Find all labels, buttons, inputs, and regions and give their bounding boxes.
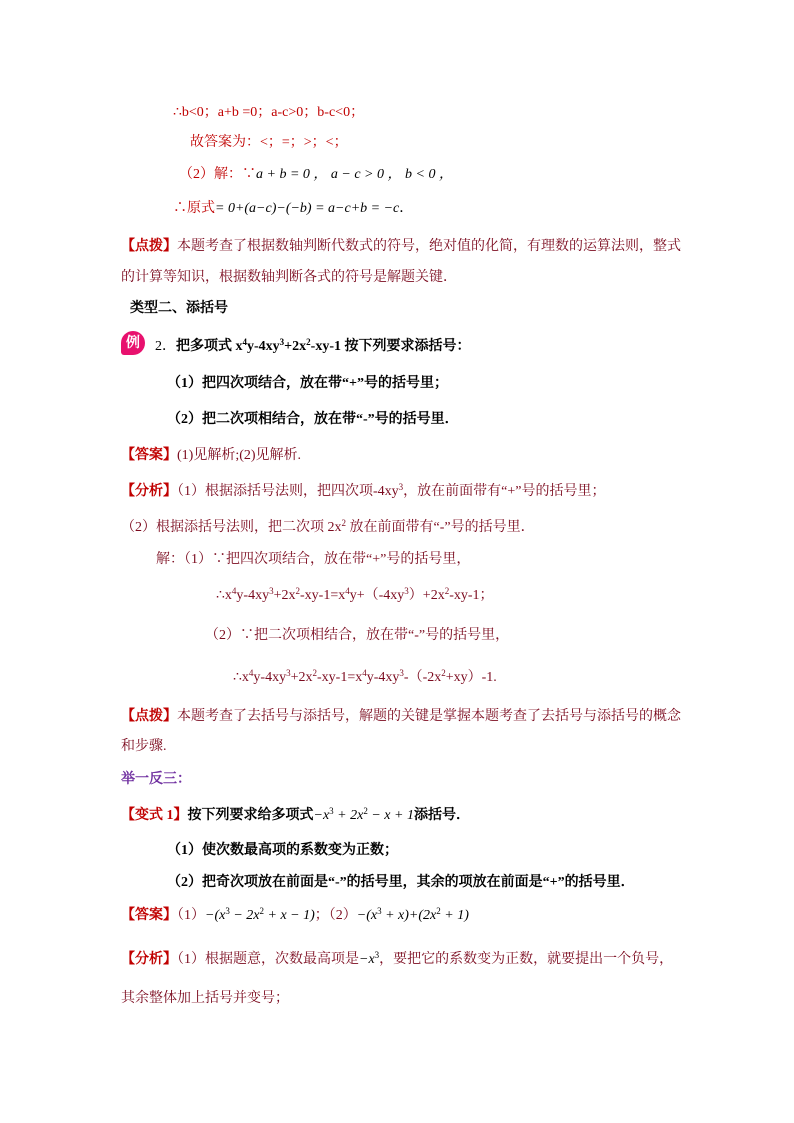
tip-1-text-a: 本题考查了根据数轴判断代数式的符号，绝对值的化简，有理数的运算法则，整式 [177,239,681,254]
answer-line [121,446,301,466]
juyi-heading: 举一反三： [121,772,191,787]
variant-1-tag: 【变式 1】 [121,808,188,823]
tip-1-line-b: 的计算等知识，根据数轴判断各式的符号是解题关键． [121,270,457,285]
variant-analysis-a1: （1）根据题意，次数最高项是 [177,952,359,967]
solution-eq-2: $\therefore x^4y-4xy^3+2x^2-xy-1=x^4y-4xy^3-(-2x^2+xy)-1$. [233,668,497,685]
tip-1-tag: 【点拨】 [121,239,177,254]
original-end: ． [399,201,414,216]
original-math: = 0+(a−c)−(−b) = a−c+b = −c [215,201,400,216]
variant-answer-tag: 【答案】 [121,908,177,923]
variant-analysis-tag: 【分析】 [121,952,177,967]
line-b-relations: ∴b<0；a+b =0；a-c>0；b-c<0； [173,105,365,120]
tip-2-text-a: 本题考查了去括号与添括号，解题的关键是掌握本题考查了去括号与添括号的概念 [177,709,681,724]
tip-2-line-b: 和步骤. [121,739,167,754]
variant-answer-1-math: $-(x^3 - 2x^2 + x - 1)$ [205,906,315,923]
variant-analysis-a2: ，要把它的系数变为正数，就要提出一个负号， [379,952,674,967]
variant-1-math: $-x^3 + 2x^2 - x + 1$ [313,806,414,823]
solution-head-2: （2）∵把二次项相结合，放在带“-”号的括号里， [205,628,510,643]
analysis-line-1 [121,482,606,502]
variant-analysis-math: $-x^3$ [359,950,380,967]
tip-2-line-a [121,707,681,727]
answer-tag: 【答案】 [121,448,177,463]
variant-1-text-post: 添括号． [413,808,470,823]
analysis-text-1: （1）根据添括号法则，把四次项$-4xy^3$，放在前面带有“+”号的括号里； [177,482,606,499]
solution-head-1: 解：（1）∵把四次项结合，放在带“+”号的括号里， [156,552,471,567]
variant-analysis-line-1 [121,950,673,970]
solution-eq-1: $\therefore x^4y-4xy^3+2x^2-xy-1=x^4y+(-4xy^3)+2x^2-xy-1$； [216,586,494,603]
line-original-expression [173,199,413,219]
variant-answer-1-label: （1） [177,908,205,923]
variant-analysis-line-2: 其余整体加上括号并变号； [121,991,289,1006]
analysis-line-2: （2）根据添括号法则，把二次项 $2x^2$ 放在前面带有“-”号的括号里． [121,518,535,535]
solution-2-prefix: （2）解：∵ [179,167,256,182]
example-icon [121,331,151,357]
variant-answer-sep: ；（2） [314,908,357,923]
variant-1-line [121,806,470,826]
variant-1-q2: （2）把奇次项放在前面是“-”的括号里，其余的项放在前面是“+”的括号里． [167,875,635,890]
variant-answer-line [121,906,469,926]
example-2-q2: （2）把二次项相结合，放在带“-”号的括号里． [167,412,459,427]
example-2-q1: （1）把四次项结合，放在带“+”号的括号里； [167,376,448,391]
type-heading: 类型二、添括号 [130,301,228,316]
solution-2-math: a + b = 0 ， a − c > 0 ， b < 0 ， [256,167,453,182]
variant-1-text-pre: 按下列要求给多项式 [187,808,314,823]
line-solution-2 [179,165,453,185]
answer-text: (1)见解析;(2)见解析. [177,448,302,463]
tip-1-line-a [121,237,681,257]
line-answer-1: 故答案为：<；=；>；<； [190,135,348,150]
analysis-tag: 【分析】 [121,484,177,499]
example-2-number: 2． [155,339,176,354]
example-2-text: 把多项式 $x^4y-4xy^3+2x^2-xy-1$ 按下列要求添括号： [176,337,471,354]
example-badge: 例 [121,331,145,355]
original-prefix: ∴原式 [173,201,215,216]
variant-answer-2-math: $-(x^3 + x)+(2x^2 + 1)$ [356,906,469,923]
variant-1-q1: （1）使次数最高项的系数变为正数； [167,843,398,858]
tip-2-tag: 【点拨】 [121,709,177,724]
example-2-line [155,337,470,357]
